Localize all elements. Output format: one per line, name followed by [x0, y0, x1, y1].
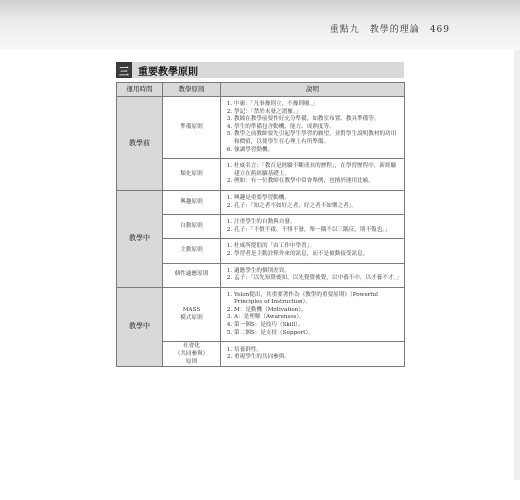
list-item: 2. 孔子：「知之者不如好之者，好之者不如樂之者」。 — [234, 203, 399, 211]
list-item: 5. 第二個S：是支持（Support）。 — [234, 330, 399, 338]
principle-line: （共同參與） — [174, 351, 209, 358]
list-item: 1. 興趣是重要學習動機。 — [234, 195, 399, 203]
principle-line: MASS — [182, 307, 201, 314]
description-individuality — [221, 263, 405, 287]
column-header-description: 說明 — [221, 83, 405, 97]
list-item: 4. 第一個S：是技巧（Skill）。 — [234, 322, 399, 330]
list-item: 4. 學生的準備包含動機、能力、成熟度等。 — [234, 124, 399, 132]
list-item: 3. 教師在教學前要作好充分準備，如教室布置、教具準備等。 — [234, 116, 399, 124]
description-interest — [221, 190, 405, 214]
time-cell-during-2: 教學中 — [117, 287, 163, 367]
running-head — [330, 22, 450, 35]
principle-line: 原則 — [185, 359, 198, 366]
list-item: 1. 適應學生的個別差異。 — [234, 268, 399, 276]
list-item: 2. 學記：「禁於未發之謂豫。」 — [234, 109, 399, 117]
table-row — [117, 97, 405, 159]
principle-interest: 興趣原則 — [163, 190, 221, 214]
time-cell-during-1: 教學中 — [117, 190, 163, 287]
list-item: 3. A：是理解（Awareness）。 — [234, 314, 399, 322]
principle-apperception: 類化原則 — [163, 159, 221, 191]
list-item: 1. 杜威名言：「教育是經驗不斷成長的歷程」，在學習歷程中，新經驗建立在舊經驗基礎上。 — [234, 163, 399, 178]
list-item: 2. 孟子：「以先知覺後知，以先覺覺後覺，以中養不中，以才養不才。」 — [234, 275, 399, 283]
description-self-activity — [221, 215, 405, 239]
page-number: 469 — [429, 25, 450, 35]
column-header-principle: 教學原則 — [163, 83, 221, 97]
column-header-time: 運用時間 — [117, 83, 163, 97]
list-item: 2. 孔子：「不憤不啟，不悱不發，舉一隅不以三隅反，則不復也。」 — [234, 227, 399, 235]
list-item: 1. 杜威所提倡的「由工作中學習」。 — [234, 243, 399, 251]
list-item: 2. M：是動機（Motivation）。 — [234, 307, 399, 315]
list-item: 1. 培養群性。 — [234, 347, 399, 355]
description-readiness — [221, 97, 405, 159]
list-item: 6. 強調學習動機。 — [234, 147, 399, 155]
section-number: 三 — [116, 62, 132, 78]
principle-socialization — [163, 342, 221, 367]
principle-individuality: 個性適應原則 — [163, 263, 221, 287]
table-row — [117, 190, 405, 214]
description-mass-model — [221, 287, 405, 342]
time-cell-before: 教學前 — [117, 97, 163, 191]
description-apperception — [221, 159, 405, 191]
table-header-row — [117, 83, 405, 97]
description-active — [221, 239, 405, 263]
list-item: 1. 中庸：「凡事豫則立，不豫則廢。」 — [234, 101, 399, 109]
list-item: 5. 教學之前教師要先引起學生學習的願望，並對學生說明教材的功用和價值，以使學生在心理上有所準備。 — [234, 131, 399, 146]
principle-line: 模式原則 — [180, 315, 203, 322]
principles-table — [116, 82, 405, 367]
description-socialization — [221, 342, 405, 367]
list-item: 2. 學習者是主動詮釋外來的訊息，而不是被動接受訊息。 — [234, 251, 399, 259]
principle-mass-model — [163, 287, 221, 342]
principle-active: 主動原則 — [163, 239, 221, 263]
principle-line: 社會化 — [183, 343, 200, 350]
principle-readiness: 準備原則 — [163, 97, 221, 159]
header-band — [0, 0, 520, 50]
page-edge-tab — [514, 50, 520, 480]
list-item: 2. 例如：有一位教師在教學中常會舉例，也擅於運用比喻。 — [234, 178, 399, 186]
principle-self-activity: 自動原則 — [163, 215, 221, 239]
list-item: 1. Yelon提出，其重要著作為《教學的重要原則》（Powerful Principles of Instruction）。 — [234, 292, 399, 307]
section-title: 重要教學原則 — [138, 66, 198, 78]
section-heading — [116, 62, 404, 78]
list-item: 1. 注重學生的自動與自發。 — [234, 219, 399, 227]
running-title: 重點九 教學的理論 — [329, 25, 420, 35]
list-item: 2. 重視學生的共同參與。 — [234, 354, 399, 362]
table-row — [117, 287, 405, 342]
